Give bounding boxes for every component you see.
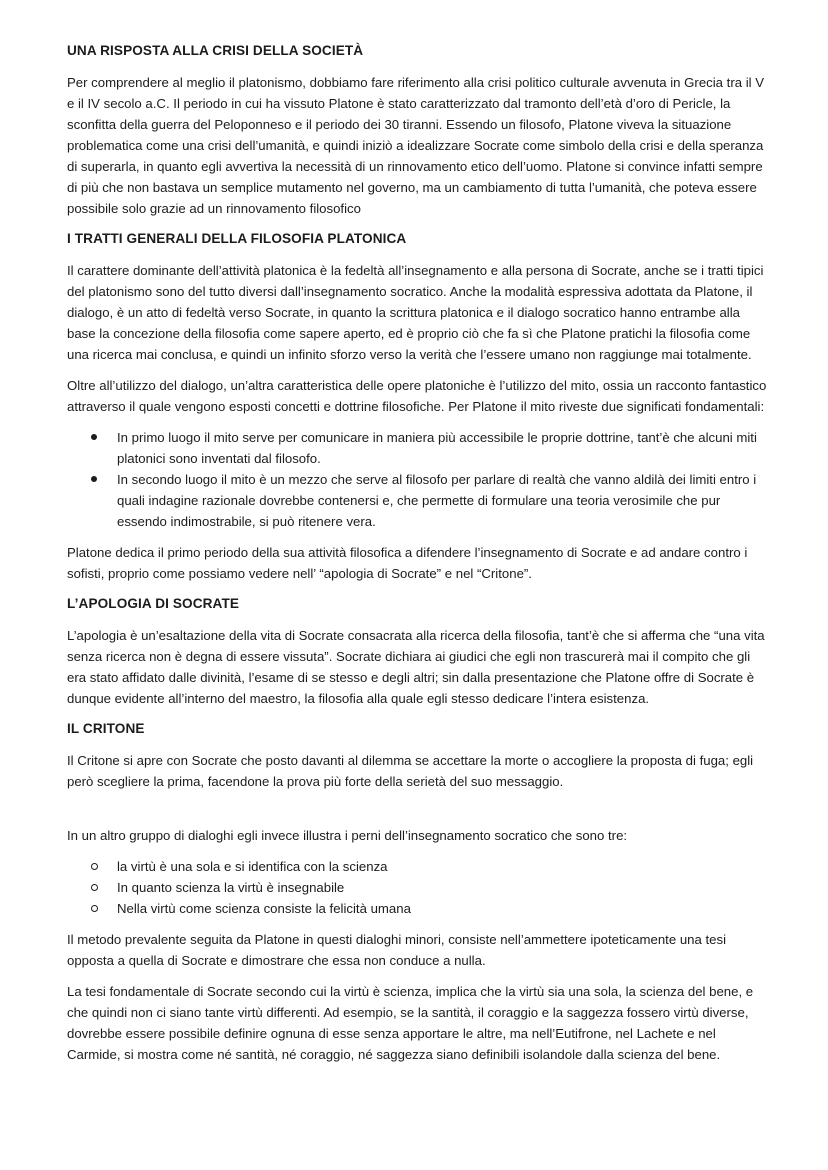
list-item: In quanto scienza la virtù è insegnabile xyxy=(67,877,770,898)
paragraph-dialoghi-2: Il metodo prevalente seguita da Platone in questi dialoghi minori, consiste nell’ammettere ipoteticamente una tesi opposta a quella di Socrate e dimostrare che essa non conduce a nulla. xyxy=(67,932,727,968)
heading-crisi: UNA RISPOSTA ALLA CRISI DELLA SOCIETÀ xyxy=(67,43,364,58)
list-item: Nella virtù come scienza consiste la felicità umana xyxy=(67,898,770,919)
perni-bullet-list xyxy=(67,856,770,919)
mito-bullet-list xyxy=(67,427,770,532)
heading-tratti: I TRATTI GENERALI DELLA FILOSOFIA PLATONICA xyxy=(67,231,407,246)
paragraph-tratti-2: Oltre all’utilizzo del dialogo, un’altra caratteristica delle opere platoniche è l’utilizzo del mito, ossia un racconto fantastico attraverso il quale vengono esposti concetti e dottrine filosofiche. Per Platone il mito riveste due significati fondamentali: xyxy=(67,378,767,414)
paragraph-dialoghi-3: La tesi fondamentale di Socrate secondo cui la virtù è scienza, implica che la virtù sia una sola, la scienza del bene, e che quindi non ci siano tante virtù differenti. Ad esempio, se la santità, il coraggio e la saggezza fossero virtù diverse, dovrebbe essere possibile definire ognuna di esse senza apportare le altre, ma nell’Eutifrone, nel Lachete e nel Carmide, si mostra come né santità, né coraggio, né saggezza siano definibili isolandole dalla scienza del bene. xyxy=(67,984,754,1062)
paragraph-crisi: Per comprendere al meglio il platonismo, dobbiamo fare riferimento alla crisi politico culturale avvenuta in Grecia tra il V e il IV secolo a.C. Il periodo in cui ha vissuto Platone è stato caratterizzato dal tramonto dell’età d’oro di Pericle, la sconfitta della guerra del Peloponneso e il periodo dei 30 tiranni. Essendo un filosofo, Platone viveva la situazione problematica come una crisi dell’umanità, e quindi iniziò a idealizzare Socrate come simbolo della crisi e della speranza di superarla, in quanto egli avvertiva la necessità di un rinnovamento etico dell’uomo. Platone si convince infatti sempre di più che non bastava un semplice mutamento nel governo, ma un cambiamento di tutta l’umanità, che poteva essere possibile solo grazie ad un rinnovamento filosofico xyxy=(67,75,765,216)
heading-critone: IL CRITONE xyxy=(67,721,145,736)
blank-line xyxy=(67,802,770,825)
list-item: In secondo luogo il mito è un mezzo che serve al filosofo per parlare di realtà che vanno aldilà dei limiti entro i quali indagine razionale dovrebbe contenersi e, che permette di formulare una teoria verosimile che pur essendo indimostrabile, si può ritenere vera. xyxy=(67,469,770,532)
heading-apologia: L’APOLOGIA DI SOCRATE xyxy=(67,596,240,611)
list-item: la virtù è una sola e si identifica con la scienza xyxy=(67,856,770,877)
paragraph-dialoghi-1: In un altro gruppo di dialoghi egli invece illustra i perni dell’insegnamento socratico che sono tre: xyxy=(67,828,628,843)
paragraph-critone: Il Critone si apre con Socrate che posto davanti al dilemma se accettare la morte o accogliere la proposta di fuga; egli però scegliere la prima, facendone la prova più forte della serietà del suo messaggio. xyxy=(67,753,754,789)
paragraph-apologia: L’apologia è un’esaltazione della vita di Socrate consacrata alla ricerca della filosofia, tant’è che si afferma che “una vita senza ricerca non è degna di essere vissuta”. Socrate dichiara ai giudici che egli non trascurerà mai il compito che gli era stato affidato dalle divinità, l’esame di se stesso e degli altri; sin dalla presentazione che Platone offre di Socrate è dunque evidente all’interno del maestro, la filosofia alla quale egli stesso dedicare l’intera esistenza. xyxy=(67,628,765,706)
paragraph-tratti-1: Il carattere dominante dell’attività platonica è la fedeltà all’insegnamento e alla persona di Socrate, anche se i tratti tipici del platonismo sono del tutto diversi dall’insegnamento socratico. Anche la modalità espressiva adottata da Platone, il dialogo, è un atto di fedeltà verso Socrate, in quanto la scrittura platonica e il dialogo socratico hanno entrambe alla base la concezione della filosofia come sapere aperto, ed è proprio ciò che fa sì che Platone pratichi la filosofia come una ricerca mai conclusa, e quindi un infinito sforzo verso la verità che l’essere umano non raggiunge mai totalmente. xyxy=(67,263,764,362)
paragraph-tratti-3: Platone dedica il primo periodo della sua attività filosofica a difendere l’insegnamento di Socrate e ad andare contro i sofisti, proprio come possiamo vedere nell’ “apologia di Socrate” e nel “Critone”. xyxy=(67,545,748,581)
list-item: In primo luogo il mito serve per comunicare in maniera più accessibile le proprie dottrine, tant’è che alcuni miti platonici sono inventati dal filosofo. xyxy=(67,427,770,469)
